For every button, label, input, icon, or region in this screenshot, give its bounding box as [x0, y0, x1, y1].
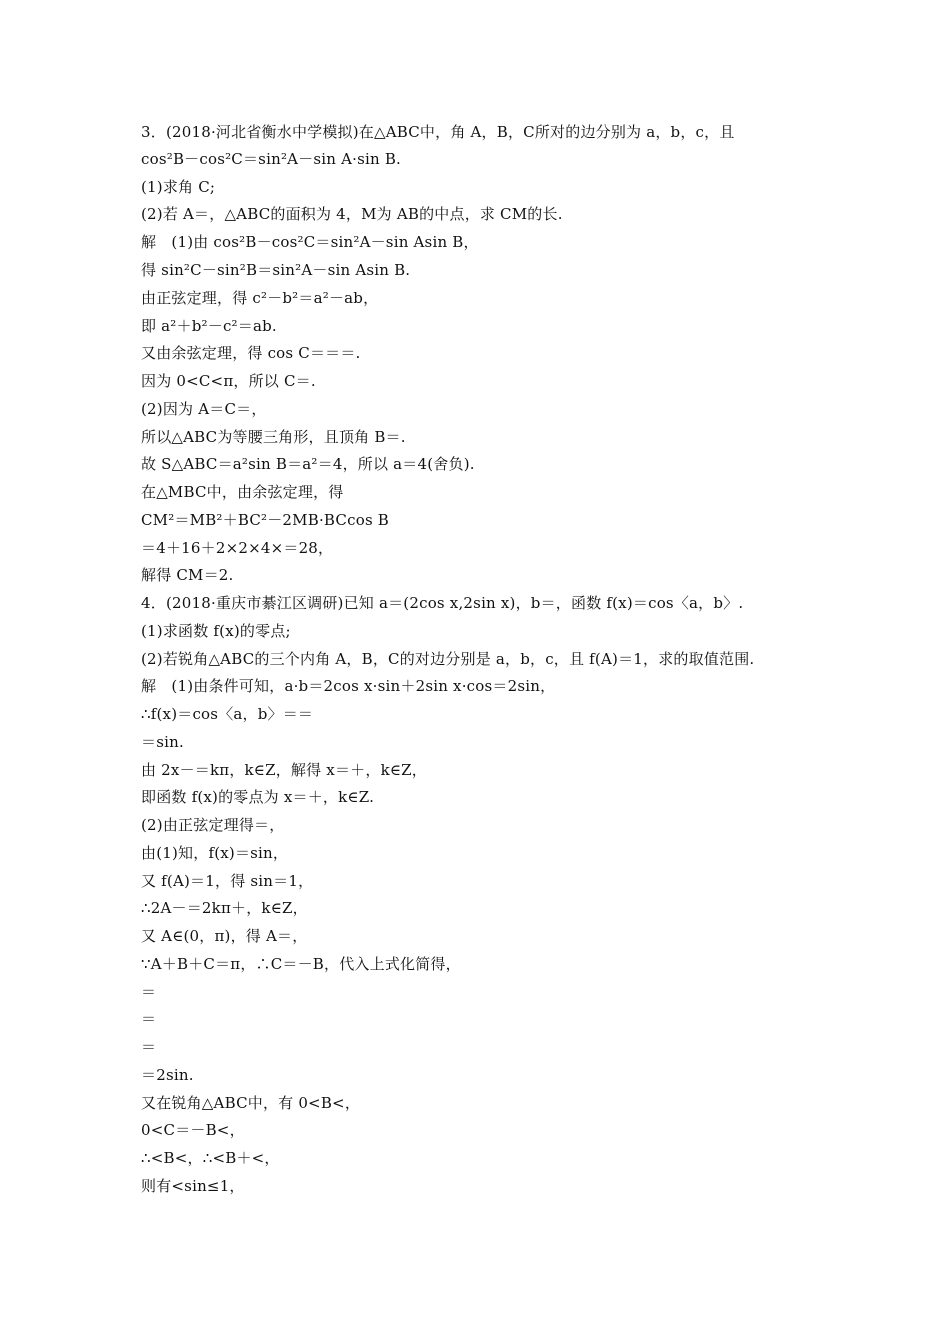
text-line: cos²B－cos²C＝sin²A－sin A·sin B.	[141, 150, 402, 168]
text-line: ∴<B<，∴<B＋<，	[141, 1149, 280, 1167]
text-line: (1)求函数 f(x)的零点;	[141, 622, 291, 640]
text-line: 则有<sin≤1，	[141, 1177, 245, 1195]
text-line: 由 2x－＝kπ，k∈Z，解得 x＝＋，k∈Z，	[141, 761, 427, 779]
text-line: 又在锐角△ABC中，有 0<B<，	[141, 1094, 361, 1112]
text-line: ＝4＋16＋2×2×4×＝28，	[141, 539, 334, 557]
text-line: 即函数 f(x)的零点为 x＝＋，k∈Z.	[141, 788, 375, 806]
text-line: ＝sin.	[141, 733, 184, 751]
text-line: ∵A＋B＋C＝π，∴C＝－B，代入上式化简得，	[141, 955, 461, 973]
text-line: 由(1)知，f(x)＝sin，	[141, 844, 289, 862]
text-line: ＝	[141, 1010, 157, 1028]
text-line: (2)若 A＝，△ABC的面积为 4，M为 AB的中点，求 CM的长.	[141, 205, 563, 223]
text-line: ＝2sin.	[141, 1066, 194, 1084]
text-line: 解得 CM＝2.	[141, 566, 234, 584]
text-line: 在△MBC中，由余弦定理，得	[141, 483, 344, 501]
text-line: 即 a²＋b²－c²＝ab.	[141, 317, 277, 335]
text-line: ＝	[141, 1038, 157, 1056]
text-line: ∴2A－＝2kπ＋，k∈Z，	[141, 899, 308, 917]
text-line: ∴f(x)＝cos〈a，b〉＝＝	[141, 705, 314, 723]
text-line: CM²＝MB²＋BC²－2MB·BCcos B	[141, 511, 390, 529]
text-line: 解 (1)由条件可知，a·b＝2cos x·sin＋2sin x·cos＝2sin，	[141, 677, 556, 695]
text-line: 由正弦定理，得 c²－b²＝a²－ab，	[141, 289, 379, 307]
text-line: 得 sin²C－sin²B＝sin²A－sin Asin B.	[141, 261, 411, 279]
text-line: 解 (1)由 cos²B－cos²C＝sin²A－sin Asin B，	[141, 233, 479, 251]
text-line: 因为 0<C<π，所以 C＝.	[141, 372, 316, 390]
text-line: 故 S△ABC＝a²sin B＝a²＝4，所以 a＝4(舍负).	[141, 455, 475, 473]
text-line: (1)求角 C;	[141, 178, 216, 196]
text-line: ＝	[141, 983, 157, 1001]
text-line: 0<C＝－B<，	[141, 1121, 245, 1139]
text-line: 所以△ABC为等腰三角形，且顶角 B＝.	[141, 428, 406, 446]
text-line: (2)因为 A＝C＝，	[141, 400, 267, 418]
text-line: 又由余弦定理，得 cos C＝＝＝.	[141, 344, 361, 362]
text-line: (2)若锐角△ABC的三个内角 A，B，C的对边分别是 a，b，c，且 f(A)＝1，求的取值范围.	[141, 650, 755, 668]
text-line: 4．(2018·重庆市綦江区调研)已知 a＝(2cos x,2sin x)，b＝，函数 f(x)＝cos〈a，b〉.	[141, 594, 744, 612]
text-line: 又 A∈(0，π)，得 A＝，	[141, 927, 308, 945]
text-line: 3．(2018·河北省衡水中学模拟)在△ABC中，角 A，B，C所对的边分别为 a，b，c，且	[141, 123, 735, 141]
text-line: 又 f(A)＝1，得 sin＝1，	[141, 872, 314, 890]
text-line: (2)由正弦定理得＝，	[141, 816, 285, 834]
